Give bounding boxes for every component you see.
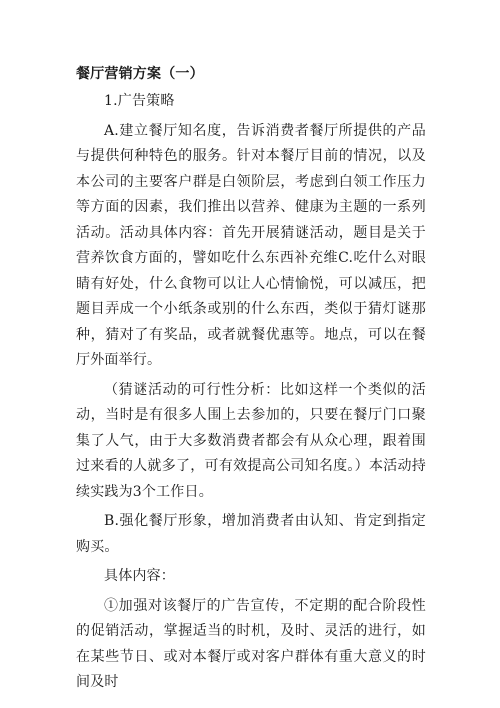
section-heading-ad-strategy: 1.广告策略 <box>104 93 175 109</box>
paragraph-brand-image: B.强化餐厅形象，增加消费者由认知、肯定到指定购买。 <box>76 513 426 555</box>
paragraph-feasibility-analysis: （猜谜活动的可行性分析：比如这样一个类似的活动，当时是有很多人围上去参加的，只要在餐厅门口聚集了人气，由于大多数消费者都会有从众心理，跟着围过来看的人就多了，可有效提高公司知名度。）本活动持续实践为3个工作日。 <box>76 381 426 500</box>
paragraph-specific-content-label: 具体内容： <box>104 568 175 584</box>
paragraph-brand-awareness: A.建立餐厅知名度，告诉消费者餐厅所提供的产品与提供何种特色的服务。针对本餐厅目前的情况，以及本公司的主要客户群是白领阶层，考虑到白领工作压力等方面的因素，我们推出以营养、健康为主题的一系列活动。活动具体内容：首先开展猜谜活动，题目是关于营养饮食方面的，譬如吃什么东西补充维C.吃什么对眼睛有好处，什么食物可以让人心情愉悦，可以减压，把题目弄成一个小纸条或别的什么东西，类似于猜灯谜那种，猜对了有奖品，或者就餐优惠等。地点，可以在餐厅外面举行。 <box>76 122 426 368</box>
paragraph-promotion-item-1: ①加强对该餐厅的广告宣传，不定期的配合阶段性的促销活动，掌握适当的时机，及时、灵活的进行，如在某些节日、或对本餐厅或对客户群体有重大意义的时间及时 <box>76 597 426 690</box>
document-title: 餐厅营销方案（一） <box>76 66 204 82</box>
document-body <box>76 62 426 700</box>
